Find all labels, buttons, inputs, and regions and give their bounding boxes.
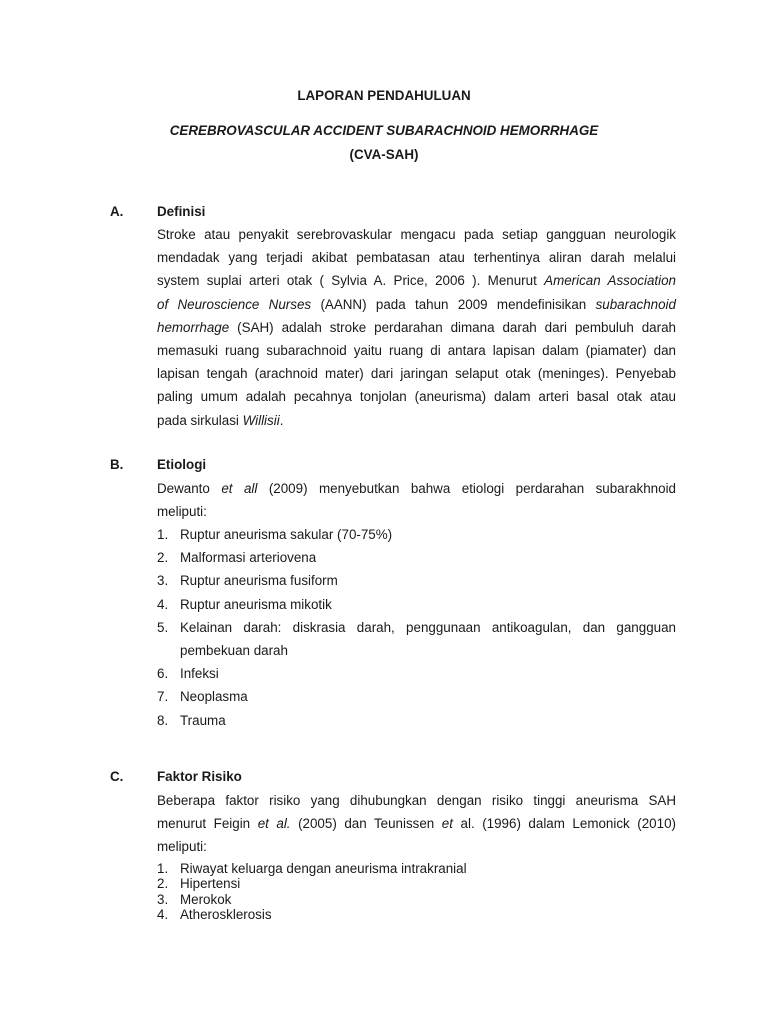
para-line: of Neuroscience Nurses (AANN) pada tahun 2009 mendefinisikan subarachnoid: [157, 296, 676, 312]
para-line: Beberapa faktor risiko yang dihubungkan dengan risiko tinggi aneurisma SAH: [157, 793, 676, 808]
para-line: menurut Feigin et al. (2005) dan Teunissen et al. (1996) dalam Lemonick (2010): [157, 816, 676, 832]
para-line: memasuki ruang subarachnoid yaitu ruang di antara lapisan dalam (piamater) dan: [157, 343, 676, 359]
document-subtitle-abbrev: (CVA-SAH): [349, 147, 419, 162]
list-item: 8. Trauma: [157, 712, 226, 728]
para-line: meliputi:: [157, 504, 207, 520]
para-line: system suplai arteri otak ( Sylvia A. Price, 2006 ). Menurut American Association: [157, 273, 676, 289]
etiologi-list: [157, 523, 676, 732]
section-b-intro: [157, 477, 676, 523]
list-item: 5. Kelainan darah: diskrasia darah, penggunaan antikoagulan, dan gangguan pembekuan darah: [157, 619, 676, 659]
list-item: 3. Merokok: [157, 891, 232, 907]
para-line: Stroke atau penyakit serebrovaskular mengacu pada setiap gangguan neurologik: [157, 227, 676, 242]
section-c-letter: C.: [110, 769, 124, 784]
para-line: meliputi:: [157, 839, 207, 855]
section-c-intro: [157, 789, 676, 859]
list-item: 4. Ruptur aneurisma mikotik: [157, 596, 332, 612]
para-line: hemorrhage (SAH) adalah stroke perdarahan dimana darah dari pembuluh darah: [157, 319, 676, 335]
para-line: mendadak yang terjadi akibat pembatasan atau terhentinya aliran darah melalui: [157, 250, 676, 266]
para-line: pada sirkulasi Willisii.: [157, 412, 284, 428]
section-c-title: Faktor Risiko: [157, 769, 242, 784]
list-item: 2. Hipertensi: [157, 876, 241, 892]
section-a-letter: A.: [110, 204, 124, 219]
document-subtitle: CEREBROVASCULAR ACCIDENT SUBARACHNOID HEMORRHAGE: [169, 123, 599, 138]
list-item: 6. Infeksi: [157, 666, 219, 682]
document-title: LAPORAN PENDAHULUAN: [297, 88, 471, 103]
list-item: 2. Malformasi arteriovena: [157, 550, 317, 566]
list-item: 3. Ruptur aneurisma fusiform: [157, 573, 338, 589]
para-line: Dewanto et all (2009) menyebutkan bahwa etiologi perdarahan subarakhnoid: [157, 481, 676, 496]
list-item: 7. Neoplasma: [157, 689, 248, 705]
risk-factor-list: [157, 861, 676, 922]
list-item: 1. Riwayat keluarga dengan aneurisma intrakranial: [157, 861, 467, 876]
para-line: paling umum adalah pecahnya tonjolan (aneurisma) dalam arteri basal otak atau: [157, 389, 676, 405]
section-b-title: Etiologi: [157, 457, 207, 472]
section-b-letter: B.: [110, 457, 124, 472]
list-item: 1. Ruptur aneurisma sakular (70-75%): [157, 527, 393, 542]
section-a-title: Definisi: [157, 204, 206, 219]
section-a-paragraph: [157, 223, 676, 432]
list-item: 4. Atherosklerosis: [157, 906, 272, 922]
para-line: lapisan tengah (arachnoid mater) dari jaringan selaput otak (meninges). Penyebab: [157, 366, 676, 382]
